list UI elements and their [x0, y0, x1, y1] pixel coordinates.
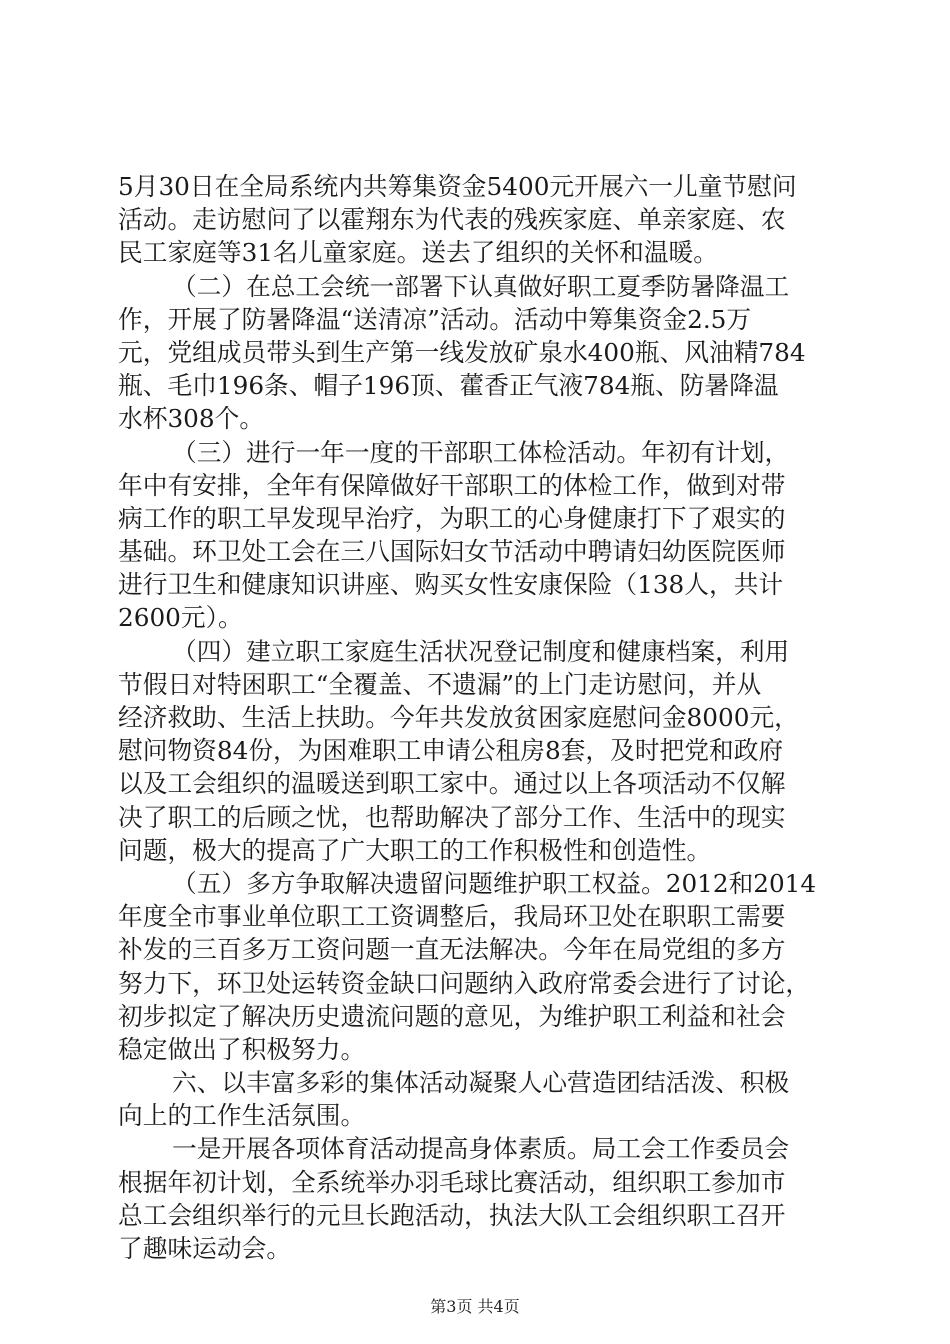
text-line: 病工作的职工早发现早治疗，为职工的心身健康打下了艰实的: [118, 503, 786, 533]
text-line: 六、以丰富多彩的集体活动凝聚人心营造团结活泼、积极: [172, 1068, 790, 1098]
document-body: [118, 170, 838, 1265]
text-line: （二）在总工会统一部署下认真做好职工夏季防暑降温工: [172, 271, 790, 301]
text-line: 向上的工作生活氛围。: [118, 1101, 366, 1131]
text-line: 经济救助、生活上扶助。今年共发放贫困家庭慰问金8000元，: [118, 703, 799, 732]
text-line: 节假日对特困职工“全覆盖、不遗漏”的上门走访慰问，并从: [118, 669, 762, 699]
text-line: 根据年初计划，全系统举办羽毛球比赛活动，组织职工参加市: [118, 1167, 786, 1197]
text-line: 慰问物资84份，为困难职工申请公租房8套，及时把党和政府: [118, 736, 784, 766]
text-line: 初步拟定了解决历史遗流问题的意见，为维护职工利益和社会: [118, 1001, 786, 1031]
text-line: 总工会组织举行的元旦长跑活动，执法大队工会组织职工召开: [118, 1200, 786, 1230]
text-line: 决了职工的后顾之忧，也帮助解决了部分工作、生活中的现实: [118, 802, 786, 832]
text-line: 了趣味运动会。: [118, 1234, 292, 1263]
text-line: 以及工会组织的温暖送到职工家中。通过以上各项活动不仅解: [118, 769, 786, 799]
text-line: 年中有安排，全年有保障做好干部职工的体检工作，做到对带: [118, 470, 786, 500]
text-line: 一是开展各项体育活动提高身体素质。局工会工作委员会: [172, 1134, 790, 1164]
text-line: （四）建立职工家庭生活状况登记制度和健康档案，利用: [172, 636, 790, 666]
text-line: 元，党组成员带头到生产第一线发放矿泉水400瓶、风油精784: [118, 337, 806, 367]
text-line: （五）多方争取解决遗留问题维护职工权益。2012和2014: [172, 868, 817, 898]
text-line: 瓶、毛巾196条、帽子196顶、藿香正气液784瓶、防暑降温: [118, 371, 779, 401]
text-line: 进行卫生和健康知识讲座、购买女性安康保险（138人，共计: [118, 570, 784, 600]
text-line: 补发的三百多万工资问题一直无法解决。今年在局党组的多方: [118, 935, 786, 965]
page-footer: 第3页 共4页: [430, 1297, 520, 1316]
text-line: 问题，极大的提高了广大职工的工作积极性和创造性。: [118, 835, 712, 865]
text-line: 活动。走访慰问了以霍翔东为代表的残疾家庭、单亲家庭、农: [118, 205, 786, 235]
text-line: 水杯308个。: [118, 404, 265, 434]
text-line: 努力下，环卫处运转资金缺口问题纳入政府常委会进行了讨论，: [118, 968, 811, 998]
text-line: 2600元）。: [118, 603, 243, 633]
text-line: 稳定做出了积极努力。: [118, 1034, 366, 1064]
text-line: 年度全市事业单位职工工资调整后，我局环卫处在职职工需要: [118, 902, 786, 932]
text-line: 基础。环卫处工会在三八国际妇女节活动中聘请妇幼医院医师: [118, 537, 786, 567]
text-line: 5月30日在全局系统内共筹集资金5400元开展六一儿童节慰问: [118, 172, 797, 201]
text-line: （三）进行一年一度的干部职工体检活动。年初有计划，: [172, 437, 790, 467]
text-line: 民工家庭等31名儿童家庭。送去了组织的关怀和温暖。: [118, 238, 718, 268]
text-line: 作，开展了防暑降温“送清凉”活动。活动中筹集资金2.5万: [118, 304, 752, 334]
